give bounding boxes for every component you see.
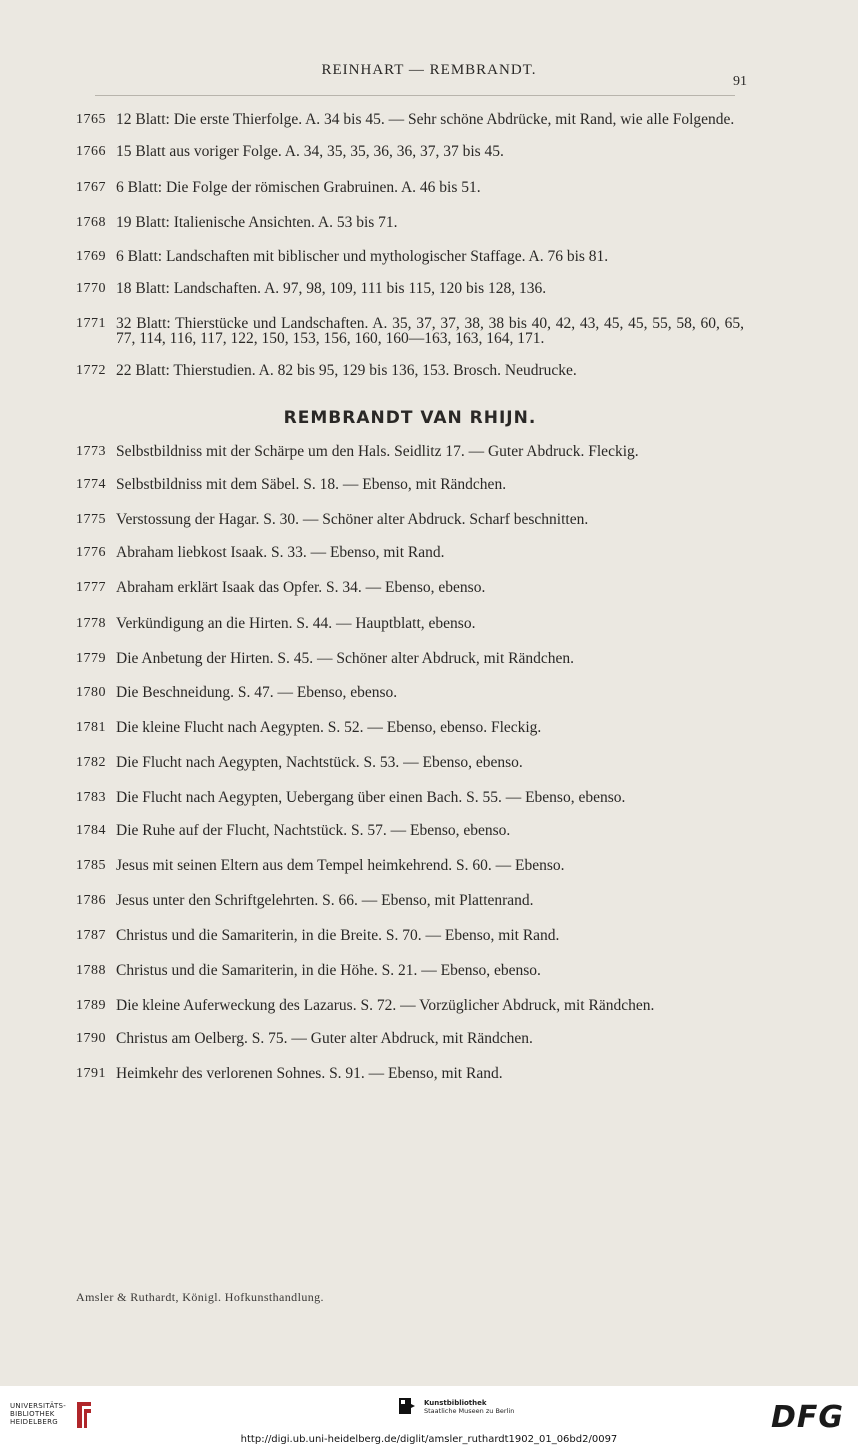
- entry-number: 1789: [76, 998, 106, 1013]
- catalogue-entry: [76, 281, 744, 296]
- entry-text: Selbstbildniss mit dem Säbel. S. 18. — Ebenso, mit Rändchen.: [116, 476, 507, 493]
- entry-number: 1787: [76, 928, 106, 943]
- university-seal-icon: [74, 1400, 92, 1428]
- entry-number: 1773: [76, 444, 106, 459]
- catalogue-entry: [76, 823, 744, 838]
- entry-text: 6 Blatt: Die Folge der römischen Grabruinen. A. 46 bis 51.: [116, 179, 481, 196]
- catalogue-entry: [76, 963, 744, 978]
- entry-number: 1791: [76, 1066, 106, 1081]
- kunstbibliothek-title: Kunstbibliothek: [424, 1399, 487, 1407]
- entry-text: 18 Blatt: Landschaften. A. 97, 98, 109, 111 bis 115, 120 bis 128, 136.: [116, 280, 547, 297]
- entry-text: Die Anbetung der Hirten. S. 45. — Schöner alter Abdruck, mit Rändchen.: [116, 650, 575, 667]
- entry-number: 1769: [76, 249, 106, 264]
- catalogue-entry: [76, 363, 744, 378]
- entry-text: Christus und die Samariterin, in die Breite. S. 70. — Ebenso, mit Rand.: [116, 927, 560, 944]
- entry-list-rembrandt: [76, 444, 744, 1081]
- catalogue-entry: [76, 580, 744, 595]
- digitization-footer: [0, 1386, 858, 1450]
- kunstbibliothek-subtitle: Staatliche Museen zu Berlin: [424, 1407, 515, 1415]
- catalogue-entry: [76, 477, 744, 492]
- catalogue-entry: [76, 249, 744, 264]
- catalogue-entry: [76, 112, 744, 127]
- catalogue-entry: [76, 858, 744, 873]
- entry-number: 1777: [76, 580, 106, 595]
- entry-number: 1781: [76, 720, 106, 735]
- entry-text: 15 Blatt aus voriger Folge. A. 34, 35, 35, 36, 36, 37, 37 bis 45.: [116, 143, 504, 160]
- entry-text: Selbstbildniss mit der Schärpe um den Hals. Seidlitz 17. — Guter Abdruck. Fleckig.: [116, 443, 639, 460]
- entry-number: 1790: [76, 1031, 106, 1046]
- entry-number: 1779: [76, 651, 106, 666]
- entry-text: 19 Blatt: Italienische Ansichten. A. 53 bis 71.: [116, 214, 398, 231]
- entry-text: Verstossung der Hagar. S. 30. — Schöner alter Abdruck. Scharf beschnitten.: [116, 511, 589, 528]
- entry-number: 1776: [76, 545, 106, 560]
- entry-text: Die kleine Flucht nach Aegypten. S. 52. — Ebenso, ebenso. Fleckig.: [116, 719, 542, 736]
- entry-number: 1771: [76, 316, 106, 331]
- entry-number: 1775: [76, 512, 106, 527]
- entry-number: 1765: [76, 112, 106, 127]
- entry-text: 12 Blatt: Die erste Thierfolge. A. 34 bis 45. — Sehr schöne Abdrücke, mit Rand, wie alle Folgende.: [116, 111, 735, 128]
- entry-number: 1780: [76, 685, 106, 700]
- university-library-name: UNIVERSITÄTS- BIBLIOTHEK HEIDELBERG: [10, 1402, 67, 1426]
- source-url-link[interactable]: http://digi.ub.uni-heidelberg.de/diglit/amsler_ruthardt1902_01_06bd2/0097: [240, 1434, 618, 1445]
- entry-text: Abraham liebkost Isaak. S. 33. — Ebenso, mit Rand.: [116, 544, 445, 561]
- catalogue-entry: [76, 616, 744, 631]
- entry-number: 1788: [76, 963, 106, 978]
- catalogue-entry: [76, 928, 744, 943]
- catalogue-entry: [76, 144, 744, 159]
- entry-text: Heimkehr des verlorenen Sohnes. S. 91. — Ebenso, mit Rand.: [116, 1065, 503, 1082]
- entry-text: Jesus mit seinen Eltern aus dem Tempel heimkehrend. S. 60. — Ebenso.: [116, 857, 565, 874]
- university-library-logo[interactable]: [10, 1400, 92, 1428]
- catalogue-entry: [76, 1066, 744, 1081]
- entry-list-reinhart: [76, 112, 744, 378]
- entry-text: Die Flucht nach Aegypten, Uebergang über einen Bach. S. 55. — Ebenso, ebenso.: [116, 789, 626, 806]
- entry-number: 1784: [76, 823, 106, 838]
- catalogue-entry: [76, 512, 744, 527]
- catalogue-entry: [76, 790, 744, 805]
- entry-text: 32 Blatt: Thierstücke und Landschaften. A. 35, 37, 37, 38, 38 bis 40, 42, 43, 45, 45, 55, 58, 60, 65, 77, 114, 116, 117, 122, 150, 153, 156, 160, 160—163, 163, 164, 171.: [116, 315, 744, 347]
- catalogue-entry: [76, 545, 744, 560]
- entry-number: 1782: [76, 755, 106, 770]
- entry-text: Verkündigung an die Hirten. S. 44. — Hauptblatt, ebenso.: [116, 615, 476, 632]
- section-title: REMBRANDT VAN RHIJN.: [283, 408, 537, 428]
- entry-text: Die Beschneidung. S. 47. — Ebenso, ebenso.: [116, 684, 398, 701]
- entry-text: Christus und die Samariterin, in die Höhe. S. 21. — Ebenso, ebenso.: [116, 962, 541, 979]
- catalogue-entry: [76, 998, 744, 1013]
- catalogue-entry: [76, 685, 744, 700]
- catalogue-entry: [76, 316, 744, 346]
- kunstbibliothek-mark-icon: [398, 1396, 416, 1418]
- entry-text: Jesus unter den Schriftgelehrten. S. 66. — Ebenso, mit Plattenrand.: [116, 892, 534, 909]
- page-number: 91: [733, 74, 747, 89]
- entry-text: Christus am Oelberg. S. 75. — Guter alter Abdruck, mit Rändchen.: [116, 1030, 533, 1047]
- header-rule: [95, 95, 735, 96]
- entry-text: Abraham erklärt Isaak das Opfer. S. 34. — Ebenso, ebenso.: [116, 579, 486, 596]
- catalogue-entry: [76, 893, 744, 908]
- entry-number: 1770: [76, 281, 106, 296]
- running-head: REINHART — REMBRANDT.: [321, 62, 537, 78]
- entry-number: 1785: [76, 858, 106, 873]
- entry-number: 1778: [76, 616, 106, 631]
- catalogue-entry: [76, 651, 744, 666]
- entry-text: 22 Blatt: Thierstudien. A. 82 bis 95, 129 bis 136, 153. Brosch. Neudrucke.: [116, 362, 577, 379]
- catalogue-entry: [76, 755, 744, 770]
- entry-text: Die Ruhe auf der Flucht, Nachtstück. S. 57. — Ebenso, ebenso.: [116, 822, 511, 839]
- publisher-imprint: Amsler & Ruthardt, Königl. Hofkunsthandlung.: [76, 1290, 324, 1304]
- catalogue-entry: [76, 444, 744, 459]
- entry-text: Die Flucht nach Aegypten, Nachtstück. S. 53. — Ebenso, ebenso.: [116, 754, 523, 771]
- entry-number: 1772: [76, 363, 106, 378]
- kunstbibliothek-logo[interactable]: [398, 1396, 514, 1418]
- entry-number: 1768: [76, 215, 106, 230]
- catalogue-entry: [76, 215, 744, 230]
- entry-number: 1786: [76, 893, 106, 908]
- catalogue-entry: [76, 180, 744, 195]
- entry-number: 1774: [76, 477, 106, 492]
- catalogue-entries: [76, 112, 744, 1093]
- entry-text: 6 Blatt: Landschaften mit biblischer und mythologischer Staffage. A. 76 bis 81.: [116, 248, 609, 265]
- dfg-logo[interactable]: DFG: [770, 1400, 844, 1435]
- entry-number: 1783: [76, 790, 106, 805]
- entry-number: 1767: [76, 180, 106, 195]
- entry-number: 1766: [76, 144, 106, 159]
- entry-text: Die kleine Auferweckung des Lazarus. S. 72. — Vorzüglicher Abdruck, mit Rändchen.: [116, 997, 655, 1014]
- catalogue-entry: [76, 1031, 744, 1046]
- catalogue-entry: [76, 720, 744, 735]
